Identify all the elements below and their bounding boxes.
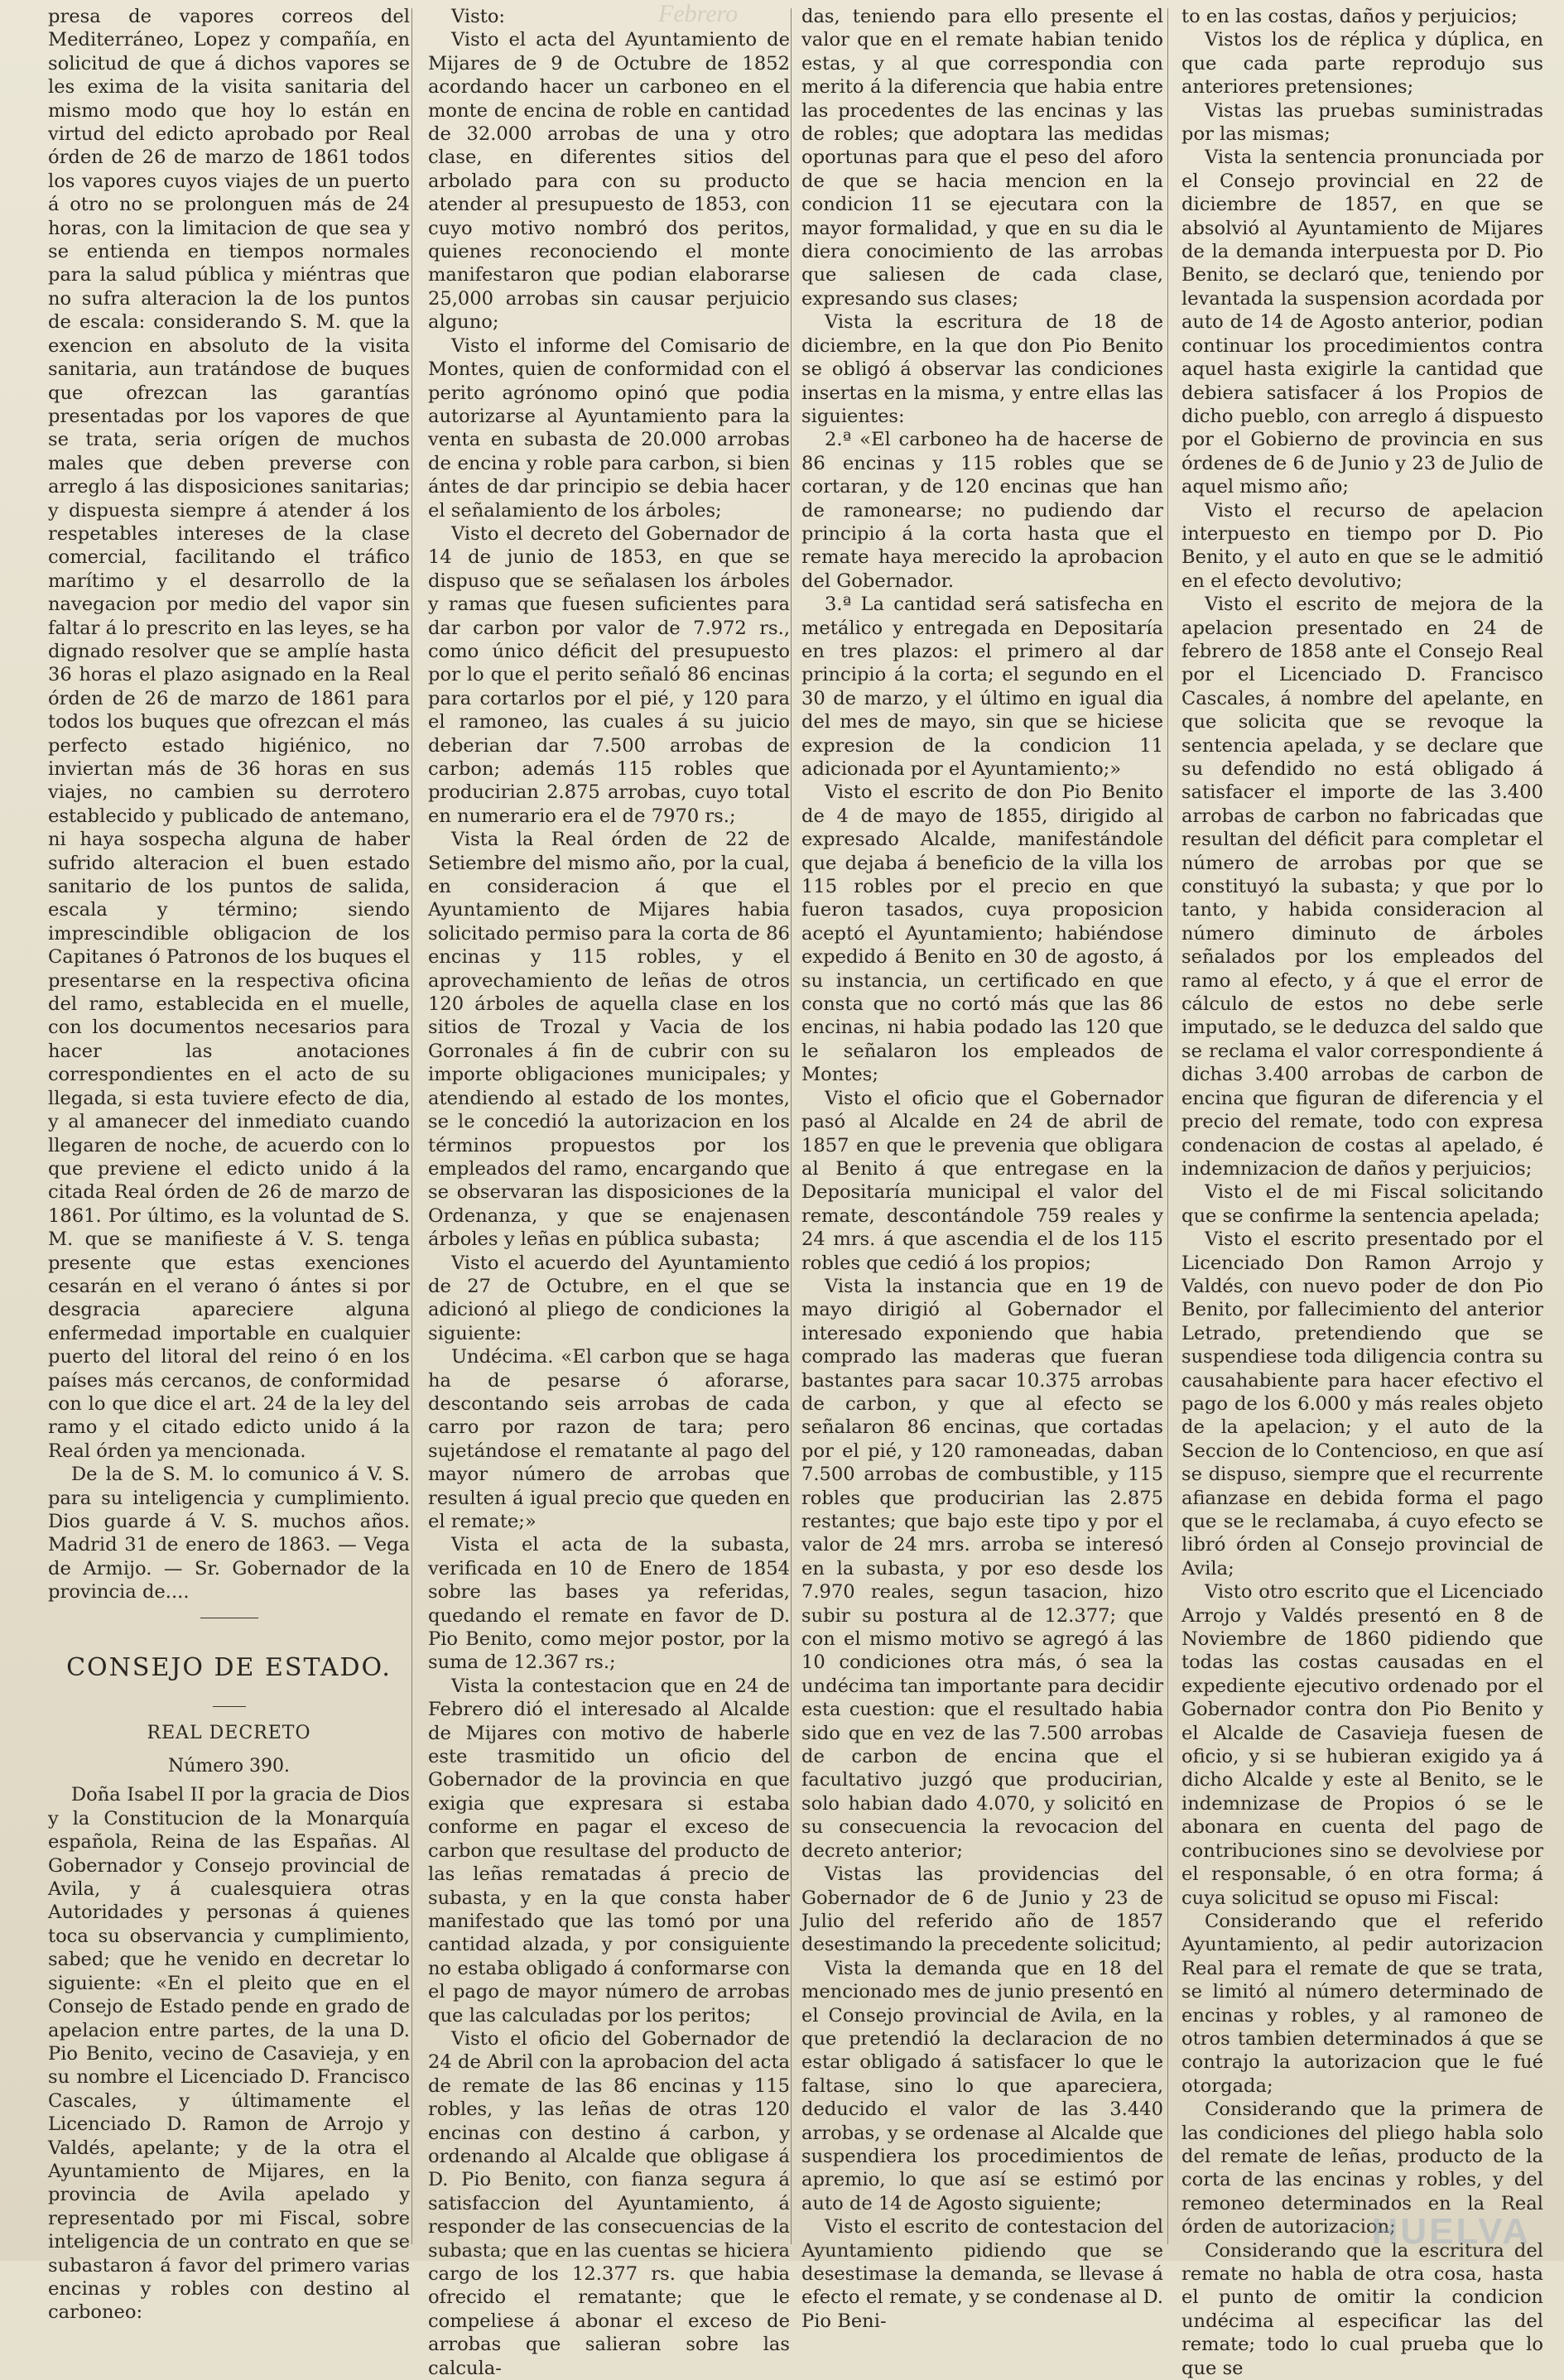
paragraph: Vista la sentencia pronunciada por el Consejo provincial en 22 de diciembre de 1857, en que se absolvió al Ayuntamiento de Mijares de la demanda interpuesta por D. Pio Benito, se declaró que, teniendo por levantada la suspension acordada por auto de 14 de Agosto anterior, podian continuar los procedimientos contra aquel hasta exigirle la cantidad que debiera satisfacer á los Propios de dicho pueblo, con arreglo á dispuesto por el Gobierno de provincia en sus órdenes de 6 de Junio y 23 de Julio de aquel mismo año;	[1181, 147, 1543, 498]
faded-masthead-stamp: Febrero	[658, 0, 739, 27]
paragraph: Vista la contestacion que en 24 de Febrero dió el interesado al Alcalde de Mijares con motivo de haberle este trasmitido un oficio del Gobernador de la provincia en que exigia que expresara si estaba conforme en pagar el exceso de carbon que resultase del producto de las leñas rematadas á precio de subasta, y en la que consta haber manifestado que las tomó por una cantidad alzada, y por consiguiente no estaba obligado á conformarse con el pago de mayor número de arrobas que las calculadas por los peritos;	[428, 1675, 790, 2027]
paragraph: 2.ª «El carboneo ha de hacerse de 86 encinas y 115 robles que se cortaran, y de 120 encinas que han de ramonearse; no pudiendo dar principio á la corta hasta que el remate haya merecido la aprobacion del Gobernador.	[801, 429, 1163, 592]
paragraph: Considerando que la escritura del remate no habla de otra cosa, hasta el punto de omitir la condicion undécima al especificar las del remate; todo lo cual prueba que lo que se	[1181, 2239, 1543, 2379]
paragraph: Visto el escrito de don Pio Benito de 4 de mayo de 1855, dirigido al expresado Alcalde, manifestándole que dejaba á beneficio de la villa los 115 robles por el precio en que fueron tasados, cuya proposicion aceptó el Ayuntamiento; habiéndose expedido á Benito en 30 de agosto, á su instancia, un certificado en que consta que no cortó más que las 86 encinas, ni habia podado las 120 que le señalaron los empleados de Montes;	[801, 781, 1163, 1086]
paragraph: Undécima. «El carbon que se haga ha de pesarse ó aforarse, descontando seis arrobas de cada carro por razon de tara; pero sujetándose el rematante al pago del mayor número de arrobas que resulten á igual precio que queden en el remate;»	[428, 1346, 790, 1532]
paragraph: Visto el oficio que el Gobernador pasó al Alcalde en 24 de abril de 1857 en que le prevenia que obligara al Benito á que entregase en la Depositaría municipal el valor del remate, descontándole 759 reales y 24 mrs. á que ascendia el de los 115 robles que cedió á los propios;	[801, 1087, 1163, 1274]
paragraph: das, teniendo para ello presente el valor que en el remate habian tenido estas, y al que correspondia con merito á la diferencia que habia entre las procedentes de las encinas y las de robles; que adoptara las medidas oportunas para que el peso del aforo de que se hacia mencion en la condicion 11 se ejecutara con la mayor formalidad, y que en su dia le diera conocimiento de las arrobas que saliesen de cada clase, expresando sus clases;	[801, 6, 1163, 310]
paragraph: Visto el escrito de contestacion del Ayuntamiento pidiendo que se desestimase la demanda, se llevase á efecto el remate, y se condenase al D. Pio Beni-	[801, 2216, 1163, 2332]
paragraph: Vista la demanda que en 18 del mencionado mes de junio presentó en el Consejo provincial de Avila, en la que pretendió la declaracion de no estar obligado á satisfacer lo que le faltase, sino lo que apareciera, deducido el valor de las 3.440 arrobas, y se ordenase al Alcalde que suspendiera los procedimientos de apremio, lo que así se estimó por auto de 14 de Agosto siguiente;	[801, 1957, 1163, 2214]
paragraph: Visto el informe del Comisario de Montes, quien de conformidad con el perito agrónomo opinó que podia autorizarse al Ayuntamiento para la venta en subasta de 20.000 arrobas de encina y roble para carbon, si bien ántes de dar principio se debia hacer el señalamiento de los árboles;	[428, 334, 790, 522]
paragraph: Visto el de mi Fiscal solicitando que se confirme la sentencia apelada;	[1181, 1181, 1543, 1227]
paragraph: Vista la escritura de 18 de diciembre, en la que don Pio Benito se obligó á observar las condiciones insertas en la misma, y entre ellas las siguientes:	[801, 311, 1163, 427]
section-heading: CONSEJO DE ESTADO.	[66, 1652, 392, 1682]
paragraph: Vistas las pruebas suministradas por las mismas;	[1181, 99, 1543, 146]
decree-title: REAL DECRETO	[147, 1722, 311, 1743]
paragraph: De la de S. M. lo comunico á V. S. para su inteligencia y cumplimiento. Dios guarde á V. S. muchos años. Madrid 31 de enero de 1863. — Vega de Armijo. — Sr. Gobernador de la provincia de....	[48, 1464, 410, 1603]
paragraph: Considerando que la primera de las condiciones del pliego habla solo del remate de leñas, producto de la corta de las encinas y robles, y del remoneo determinados en la Real órden de autorizacion;	[1181, 2099, 1543, 2238]
paragraph: Visto el acuerdo del Ayuntamiento de 27 de Octubre, en el que se adicionó al pliego de condiciones la siguiente:	[428, 1252, 790, 1344]
column-2	[428, 5, 790, 2379]
paragraph: Vista el acta de la subasta, verificada en 10 de Enero de 1854 sobre las bases ya referidas, quedando el remate en favor de D. Pio Benito, como mejor postor, por la suma de 12.367 rs.;	[428, 1534, 790, 1674]
paragraph: Visto el oficio del Gobernador de 24 de Abril con la aprobacion del acta de remate de las 86 encinas y 115 robles, y las leñas de otras 120 encinas con destino á carbon, y ordenando al Alcalde que obligase á D. Pio Benito, con fianza segura á satisfaccion del Ayuntamiento, á responder de las consecuencias de la subasta; que en las cuentas se hiciera cargo de los 12.377 rs. que habia ofrecido el rematante; que le compeliese á abonar el exceso de arrobas que salieran sobre las calcula-	[428, 2027, 790, 2379]
column-3	[801, 5, 1164, 2332]
paragraph: presa de vapores correos del Mediterráneo, Lopez y compañía, en solicitud de que á dichos vapores se les exima de la visita sanitaria del mismo modo que hoy lo están en virtud del edicto aprobado por Real órden de 26 de marzo de 1861 todos los vapores cuyos viajes de un puerto á otro no se prolonguen más de 24 horas, con la limitacion de que sea y se entienda en tiempos normales para la salud pública y miéntras que no sufra alteracion la de los puntos de escala: considerando S. M. que la exencion en absoluto de la visita sanitaria, aun tratándose de buques que ofrezcan las garantías presentadas por los vapores de que se trata, seria orígen de muchos males que deben preverse con arreglo á las disposiciones sanitarias; y dispuesta siempre á atender á los respetables intereses de la clase comercial, facilitando el tráfico marítimo y el desarrollo de la navegacion por medio del vapor sin faltar á lo prescrito en las leyes, se ha dignado resolver que se amplíe hasta 36 horas el plazo asignado en la Real órden de 26 de marzo de 1861 para todos los buques que ofrezcan el más perfecto estado higiénico, no inviertan más de 36 horas en sus viajes, no cambien su derrotero establecido y publicado de antemano, ni haya sospecha alguna de haber sufrido alteracion el buen estado sanitario de los puntos de salida, escala y término; siendo imprescindible obligacion de los Capitanes ó Patronos de los buques el presentarse en la respectiva oficina del ramo, establecida en el muelle, con los documentos necesarios para hacer las anotaciones correspondientes en el acto de su llegada, si esta tuviere efecto de dia, y al amanecer del inmediato cuando llegaren de noche, de acuerdo con lo que previene el edicto unido á la citada Real órden de 26 de marzo de 1861. Por último, es la voluntad de S. M. que se manifieste á V. S. tenga presente que estas exenciones cesarán en el verano ó ántes si por desgracia apareciere alguna enfermedad importable en cualquier puerto del litoral del reino ó en los países más cercanos, de conformidad con lo que dice el art. 24 de la ley del ramo y el citado edicto unido á la Real órden ya mencionada.	[48, 6, 410, 1462]
column-rule	[1167, 8, 1168, 2244]
paragraph: to en las costas, daños y perjuicios;	[1181, 6, 1518, 27]
decree-number: Número 390.	[167, 1756, 291, 1777]
paragraph: 3.ª La cantidad será satisfecha en metálico y entregada en Depositaría en tres plazos: el primero al dar principio á la corta; el segundo en el 30 de marzo, y el último en igual dia del mes de mayo, sin que se hiciese expresion de la condicion 11 adicionada por el Ayuntamiento;»	[801, 594, 1163, 780]
paragraph: Visto el acta del Ayuntamiento de Mijares de 9 de Octubre de 1852 acordando hacer un carboneo en el monte de encina de roble en cantidad de 32.000 arrobas de una y otro clase, en diferentes sitios del arbolado para con su producto atender al presupuesto de 1853, con cuyo motivo nombró dos peritos, quienes reconociendo el monte manifestaron que podian elaborarse 25,000 arrobas sin causar perjuicio alguno;	[428, 29, 790, 334]
paragraph: Visto el decreto del Gobernador de 14 de junio de 1853, en que se dispuso que se señalasen los árboles y ramas que fuesen suficientes para dar carbon por valor de 7.972 rs., como único déficit del presupuesto por lo que el perito señaló 86 encinas para cortarlos por el pié, y 120 para el ramoneo, las cuales á su juicio deberian dar 7.500 arrobas de carbon; además 115 robles que producirian 2.875 arrobas, cuyo total en numerario era el de 7970 rs.;	[428, 522, 790, 827]
paragraph: Visto el escrito presentado por el Licenciado Don Ramon Arrojo y Valdés, con nuevo poder de don Pio Benito, por fallecimiento del anterior Letrado, pretendiendo que se suspendiese toda diligencia contra su causahabiente para hacer efectivo el pago de los 6.000 y más reales objeto de la apelacion; y el auto de la Seccion de lo Contencioso, en que así se dispuso, siempre que el recurrente afianzase en debida forma el pago que se le reclamaba, á cuyo efecto se libró órden al Consejo provincial de Avila;	[1181, 1228, 1543, 1579]
paragraph: Visto:	[451, 6, 506, 27]
paragraph: Doña Isabel II por la gracia de Dios y la Constitucion de la Monarquía española, Reina de las Españas. Al Gobernador y Consejo provincial de Avila, y á cualesquiera otras Autoridades y personas á quienes toca su observancia y cumplimiento, sabed; que he venido en decretar lo siguiente: «En el pleito que en el Consejo de Estado pende en grado de apelacion entre partes, de la una D. Pio Benito, vecino de Casavieja, y en su nombre el Licenciado D. Francisco Cascales, y últimamente el Licenciado D. Ramon de Arrojo y Valdés, apelante; y de la otra el Ayuntamiento de Mijares, en la provincia de Avila apelado y representado por mi Fiscal, sobre inteligencia de un contrato en que se subastaron á favor del primero varias encinas y robles con destino al carboneo:	[48, 1784, 410, 2324]
column-rule	[791, 8, 792, 2244]
paragraph: Considerando que el referido Ayuntamiento, al pedir autorizacion Real para el remate de que se trata, se limitó al número determinado de encinas y robles, y al ramoneo de otros tambien determinados á que se contrajo la autorizacion que le fué otorgada;	[1181, 1910, 1543, 2097]
divider	[213, 1706, 246, 1707]
paragraph: Vista la instancia que en 19 de mayo dirigió al Gobernador el interesado exponiendo que habia comprado las maderas que fueran bastantes para sacar 10.375 arrobas de carbon, y que al efecto se señalaron 86 encinas, que cortadas por el pié, y 120 ramoneadas, daban 7.500 arrobas de combustible, y 115 robles que producirian las 2.875 restantes; que bajo este tipo y por el valor de 24 mrs. arroba se interesó en la subasta, y por eso desde los 7.970 reales, segun tasacion, hizo subir su postura al de 12.377; que con el mismo motivo se agregó á las 10 condiciones otra más, ó sea la undécima tan importante para decidir esta cuestion: que el resultado habia sido que en vez de las 7.500 arrobas de carbon de encina que el facultativo juzgó que producirian, solo habian dado 4.070, y solicitó en su consecuencia la revocacion del decreto anterior;	[801, 1275, 1164, 1862]
paragraph: Visto el escrito de mejora de la apelacion presentado en 24 de febrero de 1858 ante el Consejo Real por el Licenciado D. Francisco Cascales, á nombre del apelante, en que solicita que se revoque la sentencia apelada, y se declare que su defendido no está obligado á satisfacer el importe de las 3.400 arrobas de carbon no fabricadas que resultan del déficit para completar el número de arrobas por que se constituyó la subasta; y que por lo tanto, y habida consideracion al número diminuto de árboles señalados por los empleados del ramo al efecto, y á que el error de cálculo de estos no debe serle imputado, se le deduzca del saldo que se reclama el valor correspondiente á dichas 3.400 arrobas de carbon de encina que figuran de diferencia y el precio del remate, todo con expresa condenacion de costas al apelado, é indemnizacion de daños y perjuicios;	[1181, 594, 1543, 1180]
paragraph: Vista la Real órden de 22 de Setiembre del mismo año, por la cual, en consideracion á que el Ayuntamiento de Mijares habia solicitado permiso para la corta de 86 encinas y 115 robles, y el aprovechamiento de leñas de otros 120 árboles de aquella clase en los sitios de Trozal y Vacia de los Gorronales á fin de cubrir con su importe obligaciones municipales; y atendiendo al estado de los montes, se le concedió la autorizacion en los términos propuestos por los empleados del ramo, encargando que se observaran las disposiciones de la Ordenanza, y que se enajenasen árboles y leñas en pública subasta;	[428, 829, 790, 1251]
paragraph: Visto el recurso de apelacion interpuesto en tiempo por D. Pio Benito, y el auto en que se le admitió en el efecto devolutivo;	[1181, 499, 1543, 592]
column-1	[48, 5, 410, 2324]
paragraph: Vistas las providencias del Gobernador de 6 de Junio y 23 de Julio del referido año de 1857 desestimando la precedente solicitud;	[801, 1863, 1163, 1956]
column-rule	[411, 8, 412, 2244]
library-watermark: HUELVA	[1371, 2211, 1531, 2252]
column-4	[1181, 5, 1543, 2379]
paragraph: Visto otro escrito que el Licenciado Arrojo y Valdés presentó en 8 de Noviembre de 1860 pidiendo que todas las costas causadas en el expediente ejecutivo ordenado por el Gobernador contra don Pio Benito y el Alcalde de Casavieja fuesen de oficio, y si se hubieran exigido ya á dicho Alcalde y este al Benito, se le indemnizase de Propios ó se le abonara en cuenta del pago de contribuciones sino se devolviese por el responsable, ó en otra forma; á cuya solicitud se opuso mi Fiscal:	[1181, 1581, 1543, 1909]
paragraph: Vistos los de réplica y dúplica, en que cada parte reprodujo sus anteriores pretensiones;	[1181, 29, 1543, 99]
